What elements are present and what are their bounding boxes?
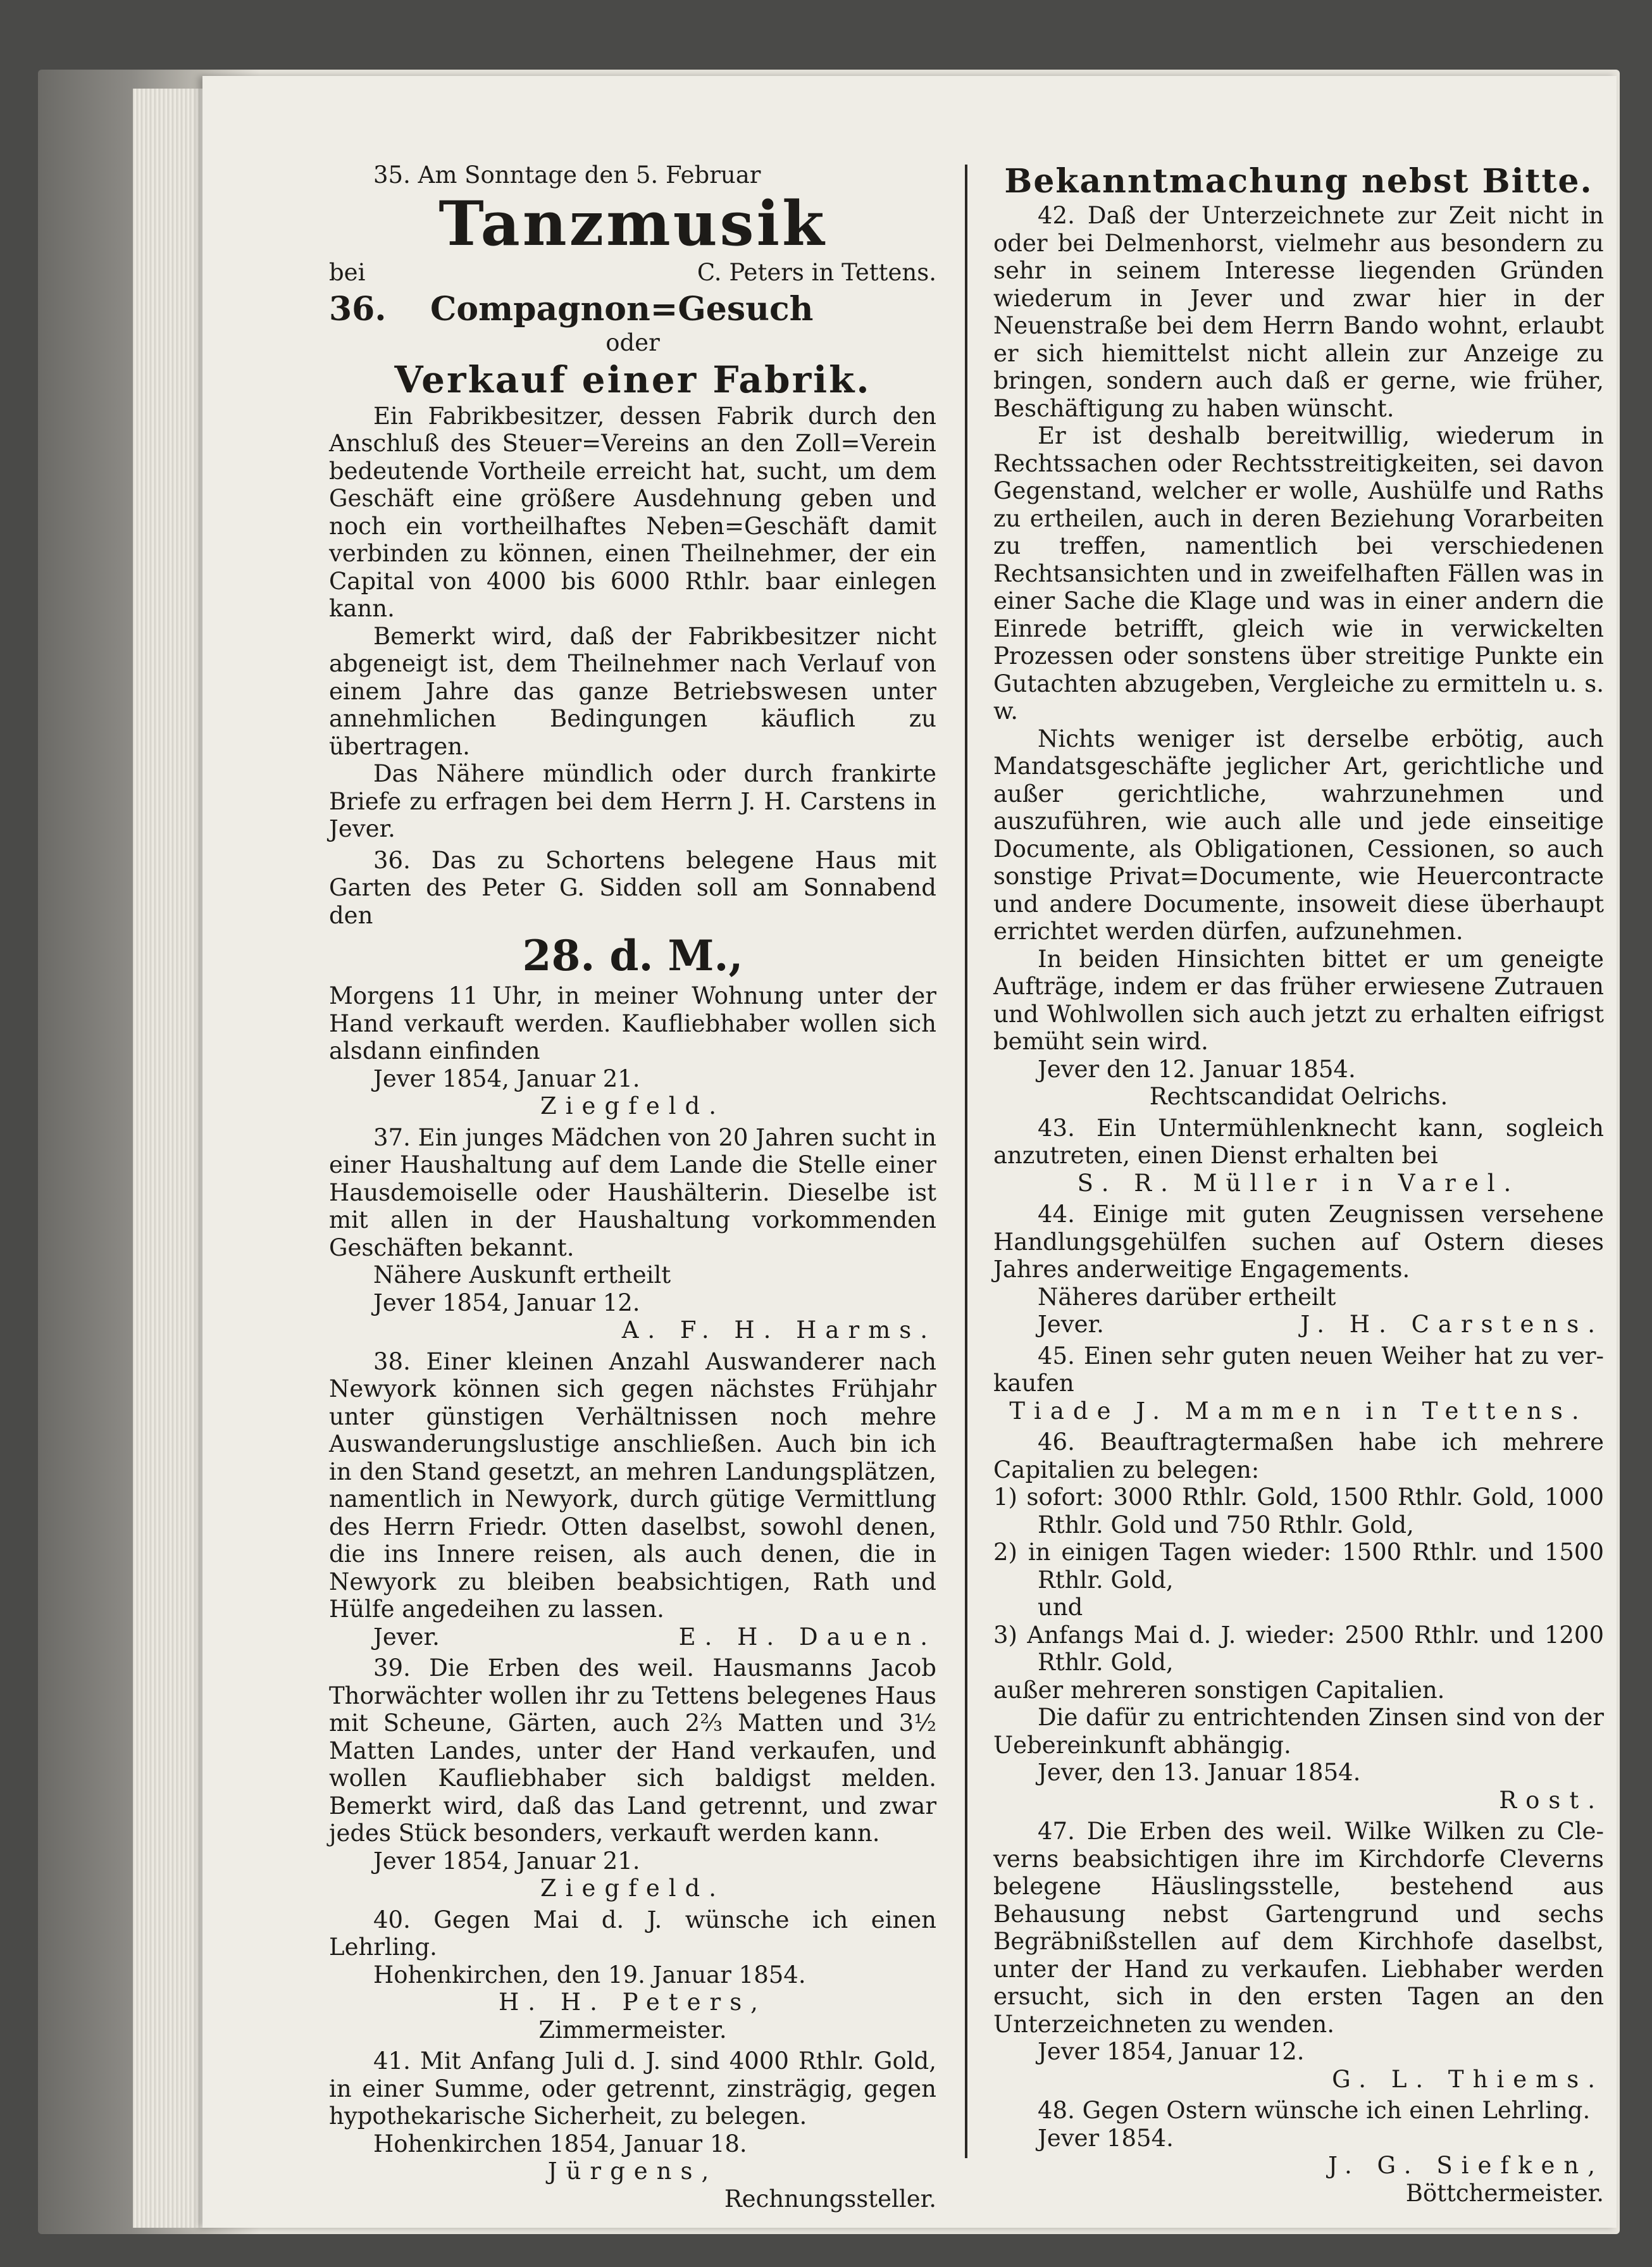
ad-42 bbox=[993, 202, 1604, 1111]
ad-37 bbox=[329, 1124, 936, 1344]
right-column bbox=[993, 161, 1604, 2211]
ad-36b-body2: Morgens 11 Uhr, in meiner Wohnung unter der Hand verkauft werden. Kaufliebhaber wollen sich alsdann einfinden bbox=[329, 982, 936, 1065]
ad-36-body2: Bemerkt wird, daß der Fabrikbesitzer nicht abgeneigt ist, dem Theilnehmer nach Verlauf von einem Jahre das ganze Betriebswesen unter annehmlichen Bedingungen käuflich zu übertragen. bbox=[329, 622, 936, 760]
ad-41-role: Rechnungssteller. bbox=[724, 2185, 936, 2213]
ad-46-item3: 3) Anfangs Mai d. J. wieder: 2500 Rthlr. und 1200 Rthlr. Gold, bbox=[993, 1621, 1604, 1676]
ad-35-host-row bbox=[329, 259, 936, 287]
ad-47-body: 47. Die Erben des weil. Wilke Wilken zu Cleverns beabsichtigen ihre im Kirchdorfe Cleverns belegene Häuslingsstelle, bestehend aus Behausung nebst Gartengrund und sechs Begräbnißstellen auf dem Kirchhofe daselbst, unter der Hand zu verkaufen. Liebhaber werden ersucht, sich in den ersten Tagen an den Unterzeichneten zu wenden. bbox=[993, 1818, 1604, 2038]
ad-38-sign-row bbox=[329, 1623, 936, 1651]
ad-44-sign-row bbox=[993, 1311, 1604, 1339]
ad-46-body2: Die dafür zu entrichtenden Zinsen sind von der Uebereinkunft abhängig. bbox=[993, 1704, 1604, 1759]
ad-46-item1: 1) sofort: 3000 Rthlr. Gold, 1500 Rthlr. Gold, 1000 Rthlr. Gold und 750 Rthlr. Gold, bbox=[993, 1483, 1604, 1539]
ad-42-sign: Rechtscandidat Oelrichs. bbox=[1149, 1083, 1448, 1110]
ad-37-body: 37. Ein junges Mädchen von 20 Jahren sucht in einer Haushaltung auf dem Lande die Stelle einer Hausdemoiselle oder Haushälterin. Dieselbe ist mit allen in der Haushaltung vorkommenden Geschäften bekannt. bbox=[329, 1123, 936, 1261]
ad-46-body: 46. Beauftragtermaßen habe ich mehrere Capitalien zu belegen: bbox=[993, 1428, 1604, 1483]
ad-36-title2: Verkauf einer Fabrik. bbox=[394, 358, 871, 401]
ad-39-place: Jever 1854, Januar 21. bbox=[373, 1847, 640, 1875]
ad-38-place: Jever. bbox=[373, 1623, 440, 1651]
ad-39-body: 39. Die Erben des weil. Hausmanns Jacob Thorwächter wollen ihr zu Tettens belegenes Haus mit Scheune, Gärten, auch 2⅔ Matten und 3½ Matten Landes, unter der Hand verkaufen, und wollen Kaufliebhaber sich baldigst melden. Bemerkt wird, daß das Land getrennt, und zwar jedes Stück besonders, verkauft werden kann. bbox=[329, 1654, 936, 1847]
ad-40-role: Zimmermeister. bbox=[538, 2016, 727, 2044]
ad-35-host: C. Peters in Tettens. bbox=[697, 258, 936, 286]
ad-44 bbox=[993, 1201, 1604, 1339]
ad-36-number: 36. bbox=[329, 290, 387, 328]
ad-37-info: Nähere Auskunft ertheilt bbox=[373, 1261, 671, 1289]
ad-41-place: Hohenkirchen 1854, Januar 18. bbox=[373, 2130, 747, 2158]
ad-41-sign: Jürgens, bbox=[547, 2158, 718, 2185]
ad-40-sign: H. H. Peters, bbox=[499, 1989, 767, 2016]
ad-40-place: Hohenkirchen, den 19. Januar 1854. bbox=[373, 1961, 806, 1989]
ad-43-sign: S. R. Müller in Varel. bbox=[1077, 1169, 1520, 1197]
ad-39 bbox=[329, 1654, 936, 1902]
ad-46 bbox=[993, 1428, 1604, 1814]
ad-38-body: 38. Einer kleinen Anzahl Auswanderer nach Newyork können sich gegen nächstes Frühjahr unter günstigen Verhältnissen noch mehre Auswanderungslustige anschließen. Auch bin ich in den Stand gesetzt, an mehren Landungsplätzen, namentlich in Newyork, durch gütige Vermittlung des Herrn Friedr. Otten daselbst, sowohl denen, die ins Innere reisen, als auch denen, die in Newyork zu bleiben beabsichtigen, Rath und Hülfe angedeihen zu lassen. bbox=[329, 1347, 936, 1623]
ad-36b-date: 28. d. M., bbox=[522, 931, 743, 980]
ad-36b-body: 36. Das zu Schortens belegene Haus mit Garten des Peter G. Sidden soll am Sonnabend den bbox=[329, 846, 936, 929]
ad-45 bbox=[993, 1342, 1604, 1425]
ad-44-body: 44. Einige mit guten Zeugnissen versehene Handlungsgehülfen suchen auf Ostern dieses Jahres anderweitige Engagements. bbox=[993, 1201, 1604, 1283]
ad-36-title: Compagnon=Gesuch bbox=[430, 290, 814, 328]
ad-44-place: Jever. bbox=[1038, 1311, 1104, 1338]
ad-35-line: 35. Am Sonntage den 5. Februar bbox=[373, 161, 761, 189]
ad-44-sign: J. H. Carstens. bbox=[1300, 1311, 1604, 1338]
ad-43 bbox=[993, 1115, 1604, 1197]
ad-42-body: 42. Daß der Unterzeichnete zur Zeit nicht in oder bei Delmenhorst, vielmehr aus besondern zu sehr in seinem Interesse liegenden Gründen wiederum in Jever und zwar hier in der Neuenstraße bei dem Herrn Bando wohnt, erlaubt er sich hiemittelst nicht allein zur Anzeige zu bringen, sondern auch daß er gerne, wie früher, Beschäftigung zu haben wünscht. bbox=[993, 202, 1604, 422]
right-heading: Bekanntmachung nebst Bitte. bbox=[1004, 162, 1593, 201]
ad-41 bbox=[329, 2047, 936, 2213]
ad-35-title: Tanzmusik bbox=[438, 187, 827, 259]
ad-38-sign: E. H. Dauen. bbox=[678, 1623, 936, 1651]
ad-42-body4: In beiden Hinsichten bittet er um geneigte Aufträge, indem er das früher erwiesene Zutrauen und Wohlwollen sich auch jetzt zu erhalten eifrigst bemüht sein wird. bbox=[993, 945, 1604, 1055]
ad-48-place: Jever 1854. bbox=[1038, 2124, 1174, 2152]
ad-42-body2: Er ist deshalb bereitwillig, wiederum in Rechtssachen oder Rechtsstreitigkeiten, sei davon Gegenstand, welcher er wolle, Aushülfe und Raths zu ertheilen, auch in deren Beziehung Vorarbeiten zu treffen, namentlich bei verschiedenen Rechtsansichten und in zweifelhaften Fällen was in einer Sache die Klage und was in einer andern die Einrede betrifft, gleich wie in verwickelten Prozessen oder sonstens über streitige Punkte ein Gutachten abzugeben, Vergleiche zu ermitteln u. s. w. bbox=[993, 422, 1604, 725]
ad-48 bbox=[993, 2097, 1604, 2207]
ad-46-sign: Rost. bbox=[1499, 1786, 1604, 1814]
ad-36-body3: Das Nähere mündlich oder durch frankirte Briefe zu erfragen bei dem Herrn J. H. Carstens in Jever. bbox=[329, 760, 936, 842]
newspaper-page bbox=[202, 76, 1617, 2228]
left-column bbox=[329, 161, 936, 2216]
ad-36-body: Ein Fabrikbesitzer, dessen Fabrik durch den Anschluß des Steuer=Vereins an den Zoll=Verein bedeutende Vortheile erreicht hat, sucht, um dem Geschäft eine größere Ausdehnung geben und noch ein vortheilhaftes Neben=Geschäft damit verbinden zu können, einen Theilnehmer, der ein Capital von 4000 bis 6000 Rthlr. baar einlegen kann. bbox=[329, 402, 936, 622]
ad-35 bbox=[329, 161, 936, 286]
ad-40-body: 40. Gegen Mai d. J. wünsche ich einen Lehrling. bbox=[329, 1906, 936, 1961]
ad-36-oder: oder bbox=[606, 329, 660, 356]
ad-45-body: 45. Einen sehr guten neuen Weiher hat zu verkaufen bbox=[993, 1342, 1604, 1397]
ad-48-role: Böttchermeister. bbox=[1405, 2179, 1604, 2207]
ad-46-und: und bbox=[1038, 1594, 1083, 1621]
ad-40 bbox=[329, 1906, 936, 2044]
ad-45-sign: Tiade J. Mammen in Tettens. bbox=[1009, 1397, 1588, 1425]
ad-48-sign: J. G. Siefken, bbox=[1328, 2152, 1604, 2179]
ad-46-item2: 2) in einigen Tagen wieder: 1500 Rthlr. und 1500 Rthlr. Gold, bbox=[993, 1539, 1604, 1594]
ad-36b bbox=[329, 847, 936, 1120]
ad-44-info: Näheres darüber ertheilt bbox=[1038, 1283, 1336, 1311]
ad-47 bbox=[993, 1818, 1604, 2093]
ad-46-place: Jever, den 13. Januar 1854. bbox=[1038, 1759, 1361, 1786]
ad-47-sign: G. L. Thiems. bbox=[1332, 2065, 1604, 2093]
ad-37-sign: A. F. H. Harms. bbox=[621, 1316, 936, 1344]
ad-38 bbox=[329, 1348, 936, 1651]
ad-39-sign: Ziegfeld. bbox=[540, 1875, 725, 1902]
ad-36 bbox=[329, 290, 936, 843]
ad-36b-place: Jever 1854, Januar 21. bbox=[373, 1065, 640, 1092]
ad-47-place: Jever 1854, Januar 12. bbox=[1038, 2038, 1305, 2065]
ad-36b-sign: Ziegfeld. bbox=[540, 1092, 725, 1120]
ad-37-place: Jever 1854, Januar 12. bbox=[373, 1289, 640, 1316]
ad-42-place: Jever den 12. Januar 1854. bbox=[1038, 1055, 1356, 1083]
ad-42-body3: Nichts weniger ist derselbe erbötig, auch Mandatsgeschäfte jeglicher Art, gerichtliche und außer gerichtliche, wahrzunehmen und auszuführen, wie auch alle und jede einseitige Documente, als Obligationen, Cessionen, so auch sonstige Privat=Documente, wie Heuercontracte und andere Documente, insoweit diese überhaupt errichtet werden dürfen, aufzunehmen. bbox=[993, 725, 1604, 945]
ad-43-body: 43. Ein Untermühlenknecht kann, sogleich anzutreten, einen Dienst erhalten bei bbox=[993, 1114, 1604, 1169]
ad-35-bei: bei bbox=[329, 258, 366, 286]
column-divider bbox=[965, 165, 967, 2158]
ad-41-body: 41. Mit Anfang Juli d. J. sind 4000 Rthlr. Gold, in einer Summe, oder getrennt, zinsträgig, gegen hypothekarische Sicherheit, zu belegen. bbox=[329, 2047, 936, 2130]
ad-48-body: 48. Gegen Ostern wünsche ich einen Lehrling. bbox=[1038, 2097, 1591, 2124]
ad-36-title-row bbox=[329, 290, 936, 329]
ad-46-after: außer mehreren sonstigen Capitalien. bbox=[993, 1676, 1445, 1704]
